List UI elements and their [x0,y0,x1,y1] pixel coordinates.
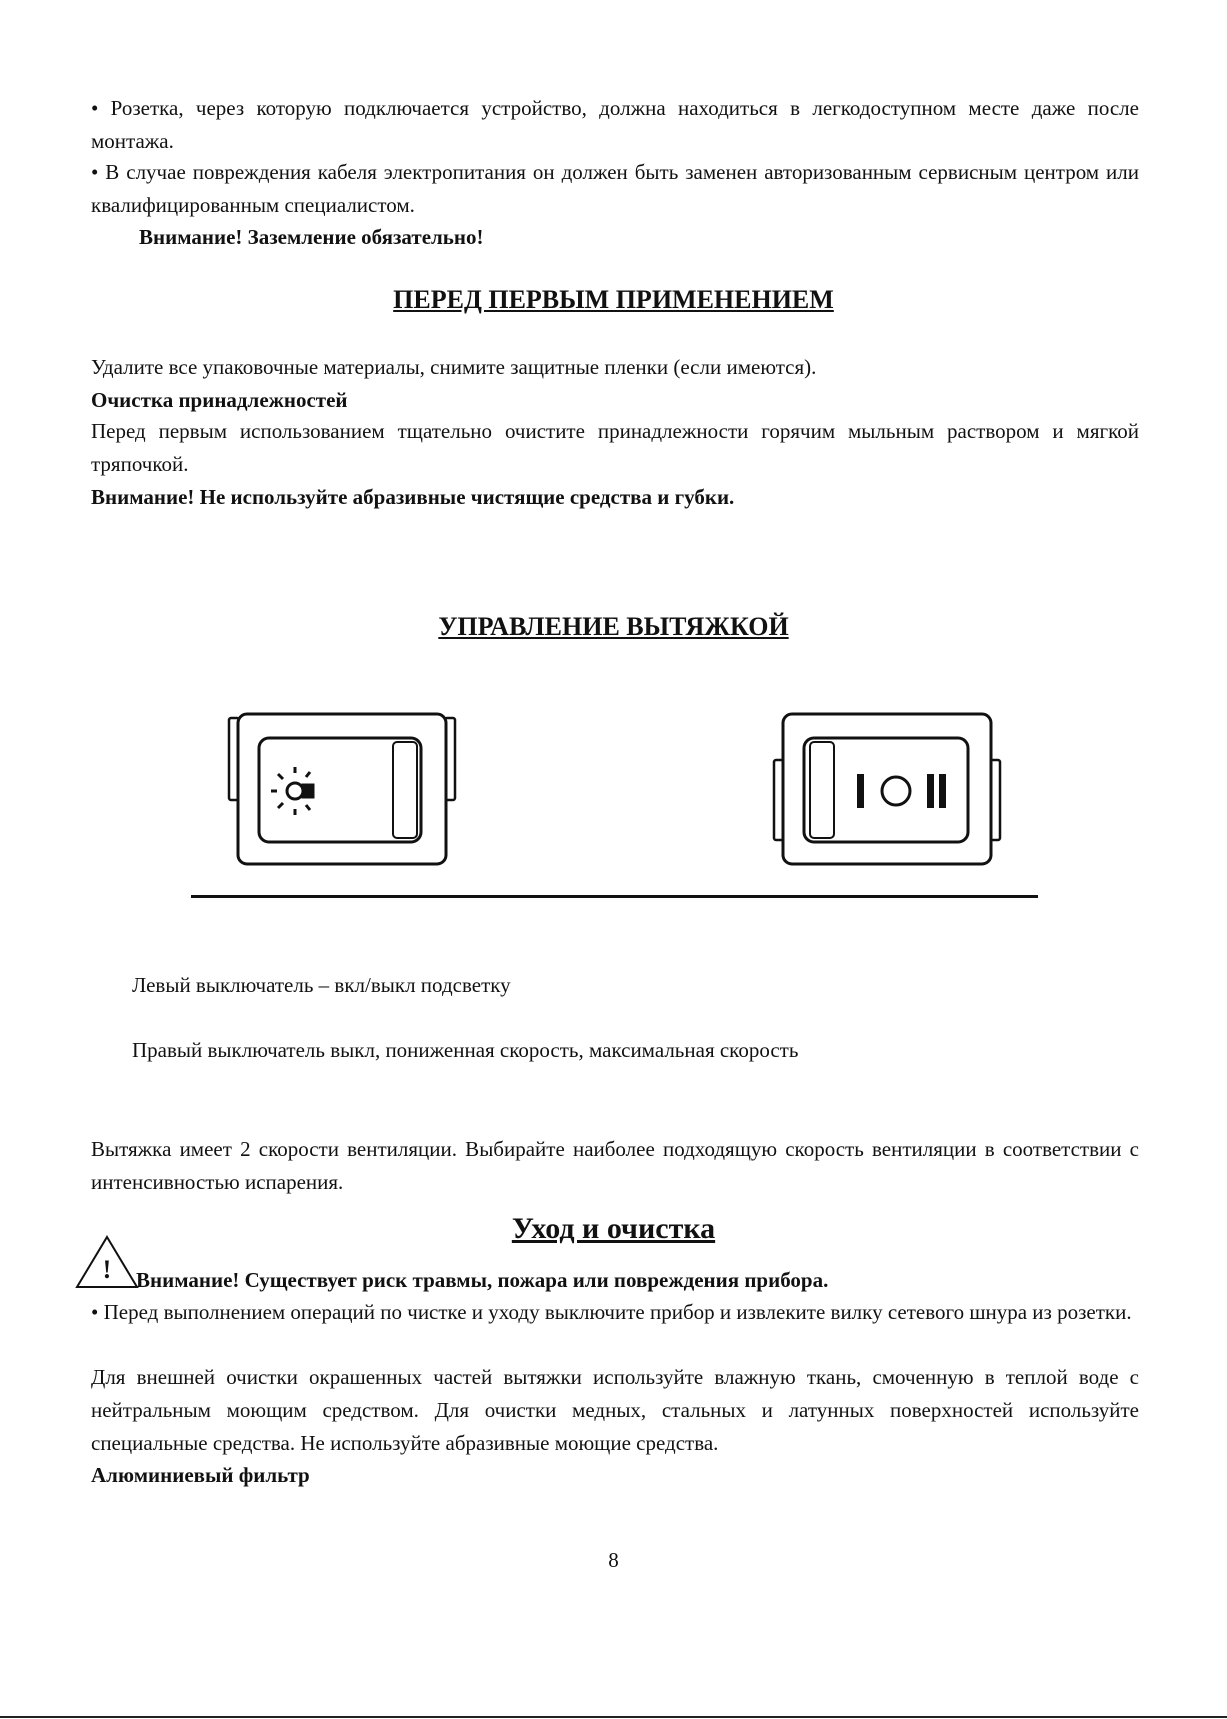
light-switch-illustration [227,712,457,867]
page-number: 8 [608,1548,619,1572]
grounding-warning: Внимание! Заземление обязательно! [139,225,484,249]
svg-text:!: ! [102,1255,112,1284]
divider-line [191,895,1038,898]
warning-triangle-icon [74,1234,140,1290]
aluminium-filter-title: Алюминиевый фильтр [91,1463,310,1487]
care-heading: Уход и очистка [511,1212,716,1245]
before-use-heading: ПЕРЕД ПЕРВЫМ ПРИМЕНЕНИЕМ [393,285,834,314]
accessories-cleaning-text: Перед первым использованием тщательно очистите принадлежности горячим мыльным раствором и мягкой тряпочкой. [91,419,1139,476]
left-switch-description: Левый выключатель – вкл/выкл подсветку [132,973,511,997]
care-bullet-unplug: • Перед выполнением операций по чистке и уходу выключите прибор и извлеките вилку сетевого шнура из розетки. [91,1300,1132,1324]
bottom-edge-line [0,1716,1227,1718]
controls-heading: УПРАВЛЕНИЕ ВЫТЯЖКОЙ [438,612,789,641]
accessories-cleaning-title: Очистка принадлежностей [91,388,348,412]
ventilation-speeds-text: Вытяжка имеет 2 скорости вентиляции. Выбирайте наиболее подходящую скорость вентиляции в соответствии с интенсивностью испарения. [91,1137,1139,1194]
exterior-cleaning-text: Для внешней очистки окрашенных частей вытяжки используйте влажную ткань, смоченную в теплой воде с нейтральным моющим средством. Для очистки медных, стальных и латунных поверхностей используйте специальные средства. Не используйте абразивные моющие средства. [91,1365,1139,1455]
safety-bullet-socket: • Розетка, через которую подключается устройство, должна находиться в легкодоступном месте даже после монтажа. [91,96,1139,153]
care-warning: Внимание! Существует риск травмы, пожара или повреждения прибора. [136,1268,829,1292]
abrasive-warning: Внимание! Не используйте абразивные чистящие средства и губки. [91,485,735,509]
remove-packaging-text: Удалите все упаковочные материалы, снимите защитные пленки (если имеются). [91,355,817,379]
safety-bullet-cable: • В случае повреждения кабеля электропитания он должен быть заменен авторизованным сервисным центром или квалифицированным специалистом. [91,160,1139,217]
speed-switch-illustration [772,712,1002,867]
right-switch-description: Правый выключатель выкл, пониженная скорость, максимальная скорость [132,1038,799,1062]
